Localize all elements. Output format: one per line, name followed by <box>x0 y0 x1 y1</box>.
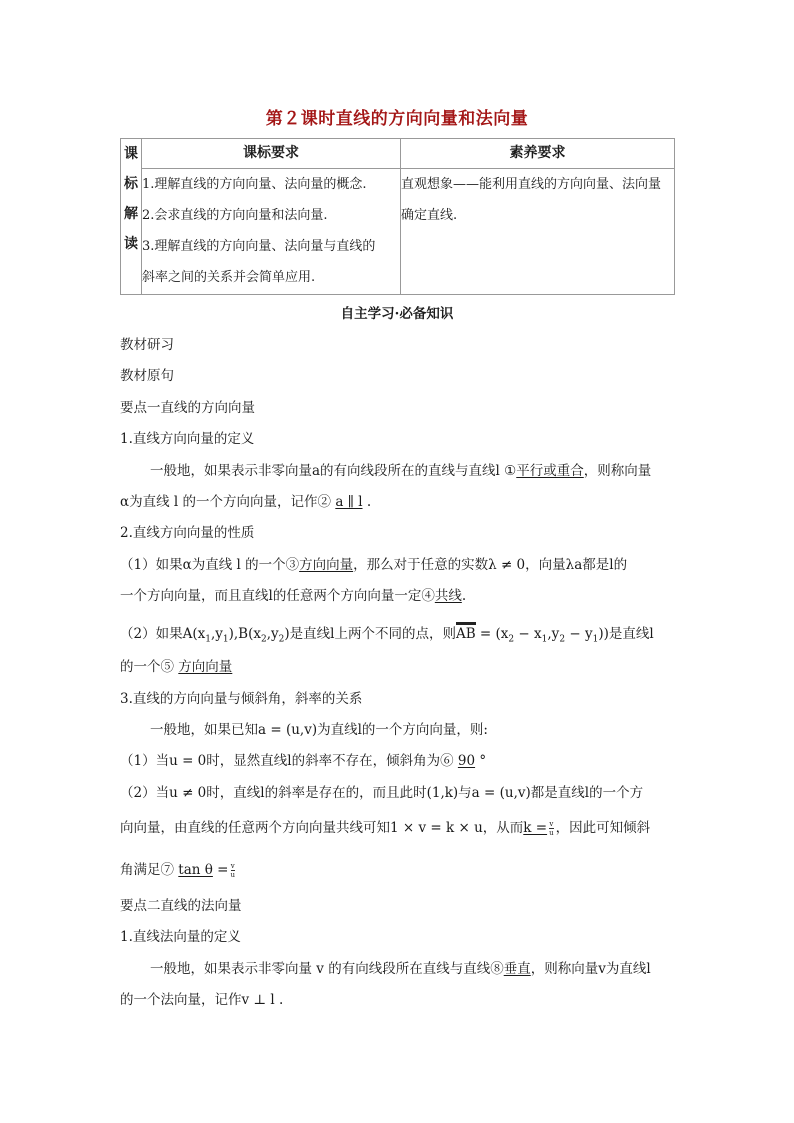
vector-ab: AB <box>455 626 476 642</box>
paragraph-line: （1）如果α为直线 l 的一个③方向向量，那么对于任意的实数λ ≠ 0，向量λa都是l的 <box>120 557 628 573</box>
paragraph-line: α为直线 l 的一个方向向量，记作② a ∥ l . <box>120 494 372 510</box>
curriculum-table <box>120 138 675 295</box>
table-side-label: 课 标 解 读 <box>121 139 142 295</box>
subheading-normal-definition: 1.直线法向量的定义 <box>120 929 241 945</box>
paragraph-line: 一般地，如果表示非零向量 v 的有向线段所在直线与直线⑧垂直，则称向量v为直线l <box>150 961 651 977</box>
heading-point-one: 要点一直线的方向向量 <box>120 400 255 416</box>
heading-point-two: 要点二直线的法向量 <box>120 898 242 914</box>
lesson-title: 第２课时直线的方向向量和法向量 <box>265 109 529 129</box>
paragraph-line: 的一个法向量，记作v ⊥ l . <box>120 992 284 1008</box>
section-title: 自主学习·必备知识 <box>340 306 454 322</box>
blank-answer-7: tan θ <box>178 862 213 878</box>
blank-answer-5: 方向向量 <box>178 659 233 675</box>
blank-answer-2: a ∥ l <box>335 494 363 510</box>
heading-study: 教材研习 <box>120 337 174 353</box>
blank-answer-8: 垂直 <box>503 961 531 977</box>
literacy-cell: 直观想象——能利用直线的方向向量、法向量 确定直线. <box>401 169 675 295</box>
blank-answer-3: 方向向量 <box>299 557 354 573</box>
fraction-v-over-u: $\frac{v}{u}$ <box>549 820 554 837</box>
subheading-properties: 2.直线方向向量的性质 <box>120 525 255 541</box>
blank-answer-4: 共线 <box>434 588 462 604</box>
subheading-relation: 3.直线的方向向量与倾斜角，斜率的关系 <box>120 691 363 707</box>
paragraph-line: 一般地，如果表示非零向量a的有向线段所在的直线与直线l ①平行或重合，则称向量 <box>150 463 652 479</box>
table-header-requirements: 课标要求 <box>142 139 401 169</box>
fraction-v-over-u: $\frac{v}{u}$ <box>230 862 236 879</box>
paragraph-line: （1）当u = 0时，显然直线l的斜率不存在，倾斜角为⑥ 90 ° <box>120 753 487 769</box>
table-header-literacy: 素养要求 <box>401 139 675 169</box>
paragraph-line: 一个方向向量，而且直线l的任意两个方向向量一定④共线. <box>120 588 467 604</box>
paragraph-line: （2）如果$A(x_1,y_1),B(x_2,y_2)$是直线l上两个不同的点，则AB = $(x_2 - x_1,y_2 - y_1)$)是直线l <box>120 626 654 645</box>
slope-expression: k = <box>523 820 548 836</box>
paragraph-line: 一般地，如果已知a = (u,v)为直线l的一个方向向量，则: <box>150 722 488 738</box>
blank-answer-6: 90 <box>457 753 476 769</box>
blank-answer-1: 平行或重合 <box>516 463 584 479</box>
requirements-cell: 1.理解直线的方向向量、法向量的概念. 2.会求直线的方向向量和法向量. 3.理解直线的方向向量、法向量与直线的 斜率之间的关系并会简单应用. <box>142 169 401 295</box>
paragraph-line: 角满足⑦ tan θ = $\frac{v}{u}$ <box>120 862 236 879</box>
paragraph-line: 的一个⑤ 方向向量 <box>120 659 233 675</box>
paragraph-line: 向向量，由直线的任意两个方向向量共线可知1 × v = k × u，从而k = $\frac{v}{u}$ ，因此可知倾斜 <box>120 820 651 837</box>
subheading-definition: 1.直线方向向量的定义 <box>120 431 255 447</box>
heading-source: 教材原句 <box>120 368 174 384</box>
paragraph-line: （2）当u ≠ 0时，直线l的斜率是存在的，而且此时(1,k)与a = (u,v)都是直线l的一个方 <box>120 785 644 801</box>
